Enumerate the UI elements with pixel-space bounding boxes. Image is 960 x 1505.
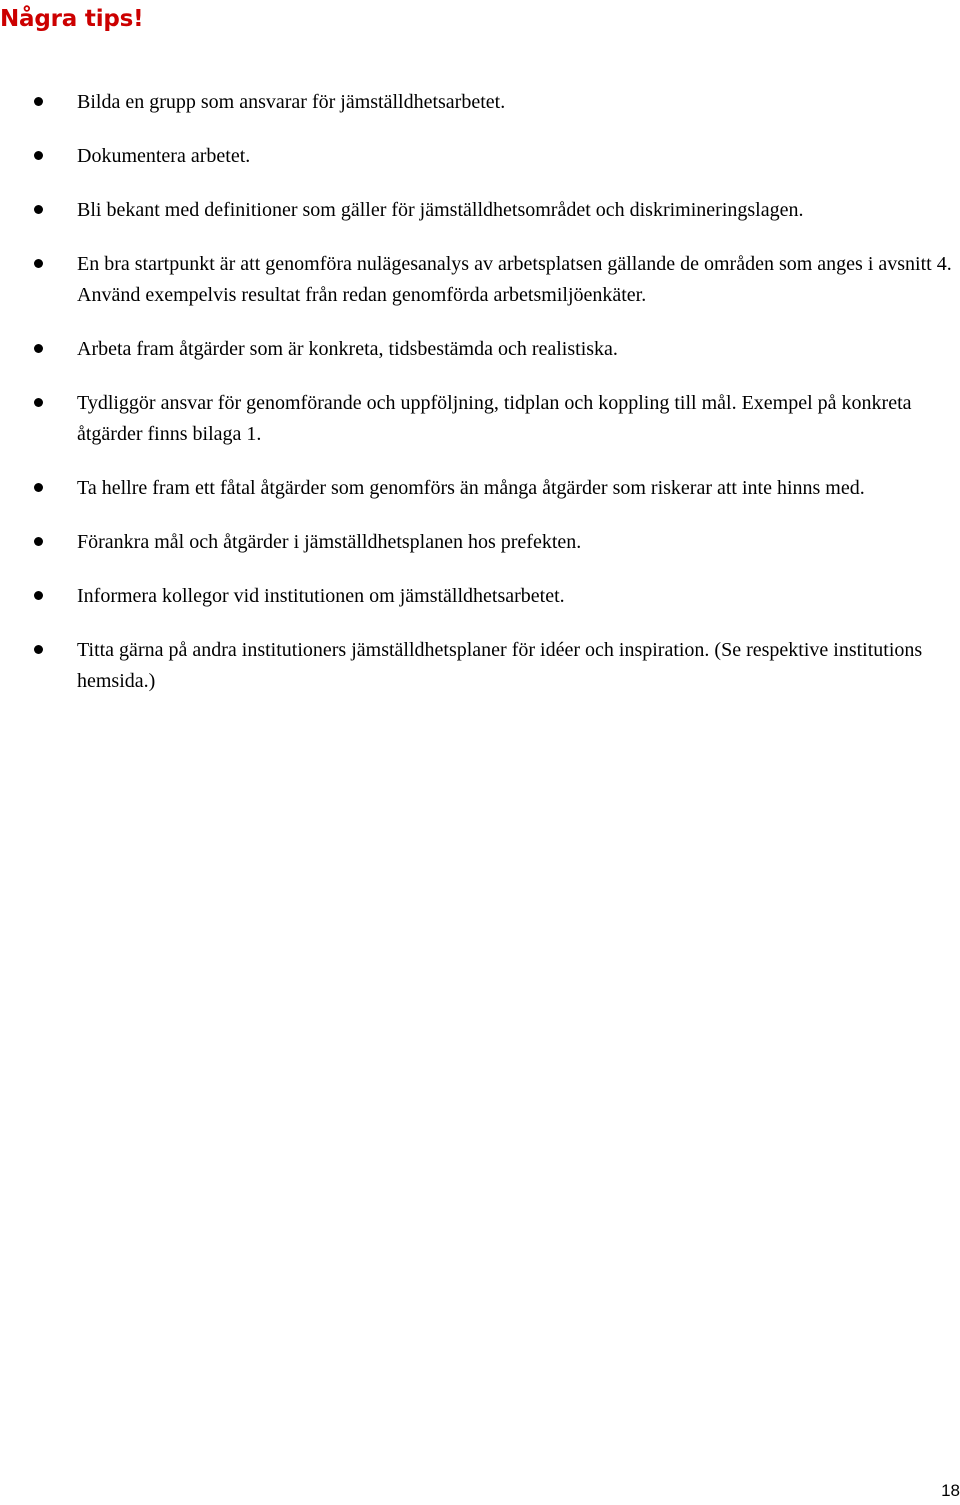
bullet-icon bbox=[34, 483, 43, 492]
bullet-icon bbox=[34, 591, 43, 600]
tip-text: Dokumentera arbetet. bbox=[77, 145, 251, 167]
tip-text: Bilda en grupp som ansvarar för jämställdhetsarbetet. bbox=[77, 91, 506, 113]
tip-text: Informera kollegor vid institutionen om jämställdhetsarbetet. bbox=[77, 585, 565, 607]
tip-text: En bra startpunkt är att genomföra nulägesanalys av arbetsplatsen gällande de områden som anges i avsnitt 4. Använd exempelvis resultat från redan genomförda arbetsmiljöenkäter. bbox=[77, 253, 952, 306]
bullet-icon bbox=[34, 97, 43, 106]
tip-item bbox=[0, 334, 960, 365]
page-number: 18 bbox=[941, 1481, 960, 1500]
bullet-icon bbox=[34, 151, 43, 160]
bullet-icon bbox=[34, 259, 43, 268]
tip-item bbox=[0, 527, 960, 558]
tip-text: Förankra mål och åtgärder i jämställdhetsplanen hos prefekten. bbox=[77, 531, 582, 553]
tip-text: Arbeta fram åtgärder som är konkreta, tidsbestämda och realistiska. bbox=[77, 338, 618, 360]
tip-item bbox=[0, 388, 960, 450]
tip-item bbox=[0, 581, 960, 612]
bullet-icon bbox=[34, 645, 43, 654]
bullet-icon bbox=[34, 537, 43, 546]
tip-item bbox=[0, 249, 960, 311]
tip-text: Titta gärna på andra institutioners jämställdhetsplaner för idéer och inspiration. (Se respektive institutions hemsida.) bbox=[77, 639, 923, 692]
tip-item bbox=[0, 195, 960, 226]
bullet-icon bbox=[34, 205, 43, 214]
tip-text: Tydliggör ansvar för genomförande och uppföljning, tidplan och koppling till mål. Exempel på konkreta åtgärder finns bilaga 1. bbox=[77, 392, 912, 445]
tip-text: Ta hellre fram ett fåtal åtgärder som genomförs än många åtgärder som riskerar att inte hinns med. bbox=[77, 477, 865, 499]
bullet-icon bbox=[34, 344, 43, 353]
tip-item bbox=[0, 473, 960, 504]
tip-text: Bli bekant med definitioner som gäller för jämställdhetsområdet och diskrimineringslagen. bbox=[77, 199, 804, 221]
tip-item bbox=[0, 141, 960, 172]
bullet-icon bbox=[34, 398, 43, 407]
tip-item bbox=[0, 635, 960, 697]
page-heading: Några tips! bbox=[0, 6, 144, 32]
tips-list bbox=[0, 87, 960, 720]
tip-item bbox=[0, 87, 960, 118]
